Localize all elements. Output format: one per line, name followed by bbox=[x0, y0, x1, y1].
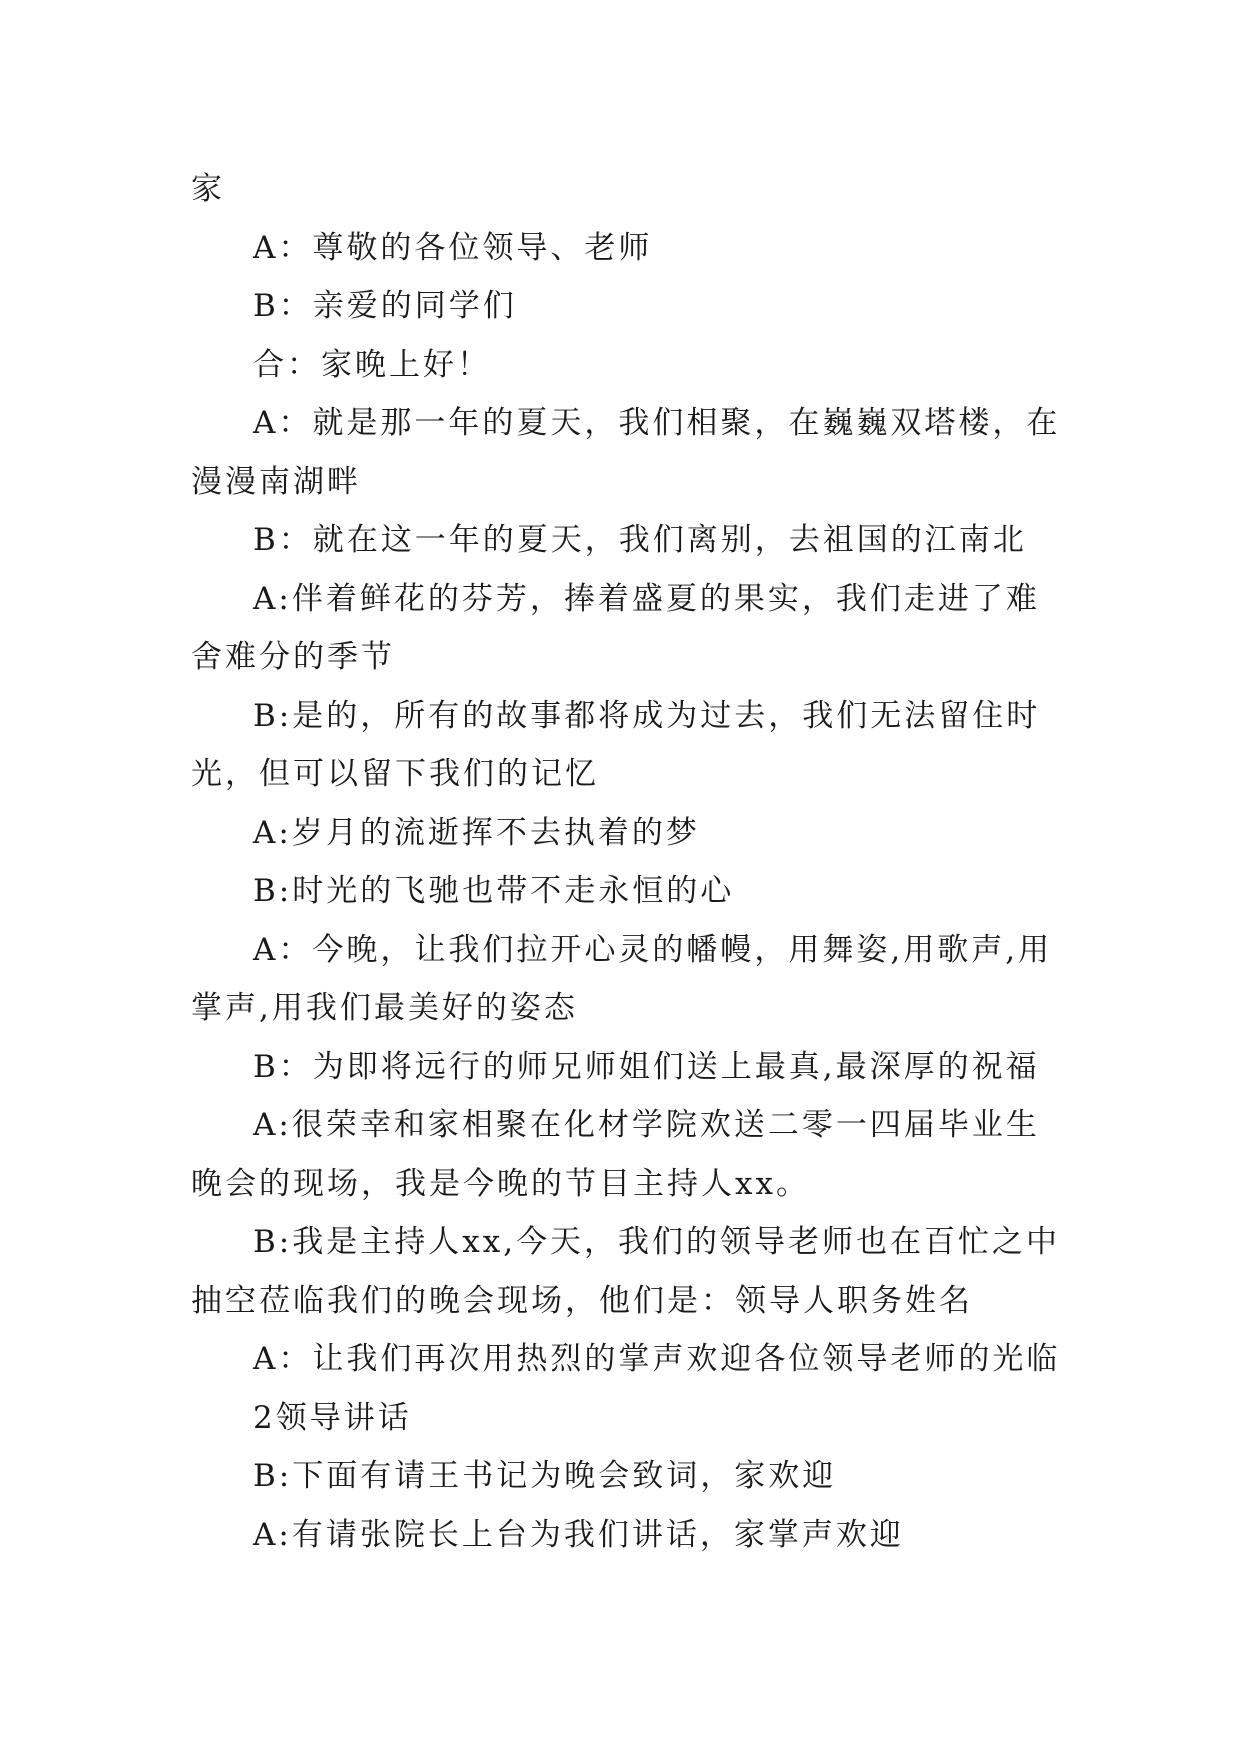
paragraph: A:很荣幸和家相聚在化材学院欢送二零一四届毕业生晚会的现场，我是今晚的节目主持人xx。 bbox=[191, 1107, 1040, 1202]
paragraph: A:有请张院长上台为我们讲话，家掌声欢迎 bbox=[253, 1516, 904, 1553]
paragraph: A：尊敬的各位领导、老师 bbox=[253, 229, 653, 266]
paragraph: 家 bbox=[191, 171, 225, 207]
paragraph: A：让我们再次用热烈的掌声欢迎各位领导老师的光临 bbox=[253, 1341, 1061, 1377]
paragraph: A:岁月的流逝挥不去执着的梦 bbox=[253, 814, 700, 851]
paragraph: B：亲爱的同学们 bbox=[253, 288, 517, 324]
paragraph: A:伴着鲜花的芬芳，捧着盛夏的果实，我们走进了难舍难分的季节 bbox=[191, 580, 1040, 675]
paragraph: A：就是那一年的夏天，我们相聚，在巍巍双塔楼，在漫漫南湖畔 bbox=[191, 405, 1061, 500]
paragraph: B:是的，所有的故事都将成为过去，我们无法留住时光，但可以留下我们的记忆 bbox=[191, 697, 1041, 792]
paragraph: A：今晚，让我们拉开心灵的幡幔，用舞姿,用歌声,用掌声,用我们最美好的姿态 bbox=[191, 931, 1053, 1026]
document-body bbox=[191, 160, 1061, 1564]
paragraph: B:我是主持人xx,今天，我们的领导老师也在百忙之中抽空莅临我们的晚会现场，他们是：领导人职务姓名 bbox=[191, 1224, 1061, 1319]
paragraph: B:下面有请王书记为晚会致词，家欢迎 bbox=[253, 1458, 837, 1494]
paragraph: B：为即将远行的师兄师姐们送上最真,最深厚的祝福 bbox=[253, 1048, 1040, 1085]
paragraph: B：就在这一年的夏天，我们离别，去祖国的江南北 bbox=[253, 522, 1027, 558]
paragraph: B:时光的飞驰也带不走永恒的心 bbox=[253, 873, 735, 909]
paragraph: 合：家晚上好！ bbox=[253, 346, 491, 383]
section-heading: 2领导讲话 bbox=[253, 1399, 412, 1436]
